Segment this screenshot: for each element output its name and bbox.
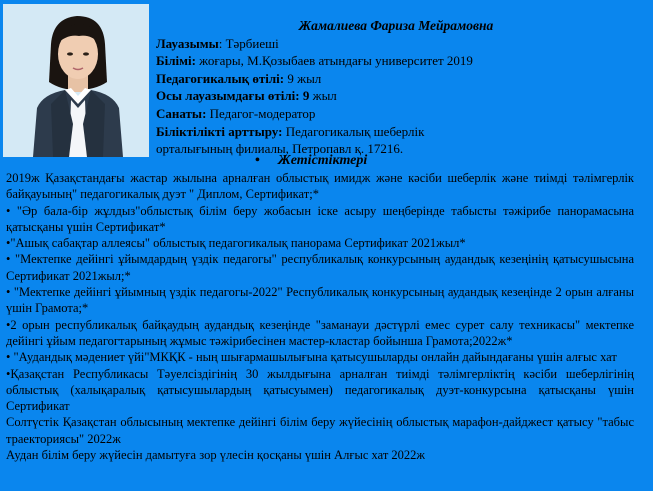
current-experience-label: Осы лауазымдағы өтілі: xyxy=(156,88,300,104)
achievement-item: •Қазақстан Республикасы Тәуелсіздігінің 30 жылдығына арналған тиімді тәлімгерліктің кәсіби шеберлігінің облыстық (халықаралық қатысушылардың қатысуымен) педагогикалық дуэт-конкурсына қатысқаны үшін Сертификат xyxy=(6,366,634,414)
achievements-title: Жетістіктері xyxy=(277,153,368,168)
position-row xyxy=(156,35,646,53)
position-value: : Тәрбиеші xyxy=(218,35,279,51)
achievements-heading xyxy=(255,153,367,169)
heading-bullet: • xyxy=(255,153,260,168)
education-value: жоғары, М.Қозыбаев атындағы университет 2019 xyxy=(195,53,473,69)
achievement-item: • "Аудандық мәдениет үйі"МКҚК - ның шығармашылығына қатысушыларды онлайн дайындағаны үшін алғыс хат xyxy=(6,350,617,365)
achievement-item: Аудан білім беру жүйесін дамытуға зор үлесін қосқаны үшін Алғыс хат 2022ж xyxy=(6,448,426,463)
training-value: Педагогикалық шеберлік орталығының филиалы, Петропавл қ. 17216. xyxy=(156,123,425,157)
current-experience-number: 9 xyxy=(299,88,310,104)
profile-name: Жамалиева Фариза Мейрамовна xyxy=(298,18,494,33)
experience-label: Педагогикалық өтілі: xyxy=(156,70,285,86)
category-value: Педагог-модератор xyxy=(206,105,316,121)
achievement-item: • "Әр бала-бір жұлдыз"облыстық білім беру жобасын іске асыру шеңберінде табысты тәжірибе панорамасына қатысқаны үшін Сертификат* xyxy=(6,203,634,234)
profile-info xyxy=(156,17,646,158)
experience-value: 9 жыл xyxy=(284,70,322,86)
achievement-item: 2019ж Қазақстандағы жастар жылына арналған облыстық имидж және кәсіби шеберлік және тиімді тәлімгерлік байқауының" педагогикалық дуэт " Диплом, Сертификат;* xyxy=(6,171,634,202)
achievement-item: •2 орын республикалық байқаудың аудандық кезеңінде "заманауи дәстүрлі емес сурет салу техникасы" мектепке дейінгі ұйым педагогтарының жұмыс тәжірибесінен мастер-кластар бойынша Грамота;2022ж* xyxy=(6,317,634,348)
education-label: Білімі: xyxy=(156,53,196,69)
profile-photo xyxy=(3,4,149,157)
position-label: Лауазымы xyxy=(156,35,219,51)
category-row xyxy=(156,105,646,123)
achievement-item: •"Ашық сабақтар аллеясы" облыстық педагогикалық панорама Сертификат 2021жыл* xyxy=(6,236,466,251)
achievements-list xyxy=(6,170,634,463)
current-experience-row xyxy=(156,87,646,105)
education-row xyxy=(156,52,646,70)
achievement-item: Солтүстік Қазақстан облысының мектепке дейінгі білім беру жүйесінің облыстық марафон-дайджест қатысу "табыс траекториясы" 2022ж xyxy=(6,415,634,446)
achievement-item: • "Мектепке дейінгі ұйымның үздік педагогы-2022" Республикалық конкурсының аудандық кезеңінде 2 орын алғаны үшін Грамота;* xyxy=(6,285,634,316)
category-label: Санаты: xyxy=(156,105,207,121)
achievement-item: • "Мектепке дейінгі ұйымдардың үздік педагогы" республикалық конкурсының аудандық кезеңінің қатысушысына Сертификат 2021жыл;* xyxy=(6,252,634,283)
training-label: Біліктілікті арттыру: xyxy=(156,123,283,139)
experience-row xyxy=(156,70,646,88)
current-experience-unit: жыл xyxy=(309,88,337,104)
